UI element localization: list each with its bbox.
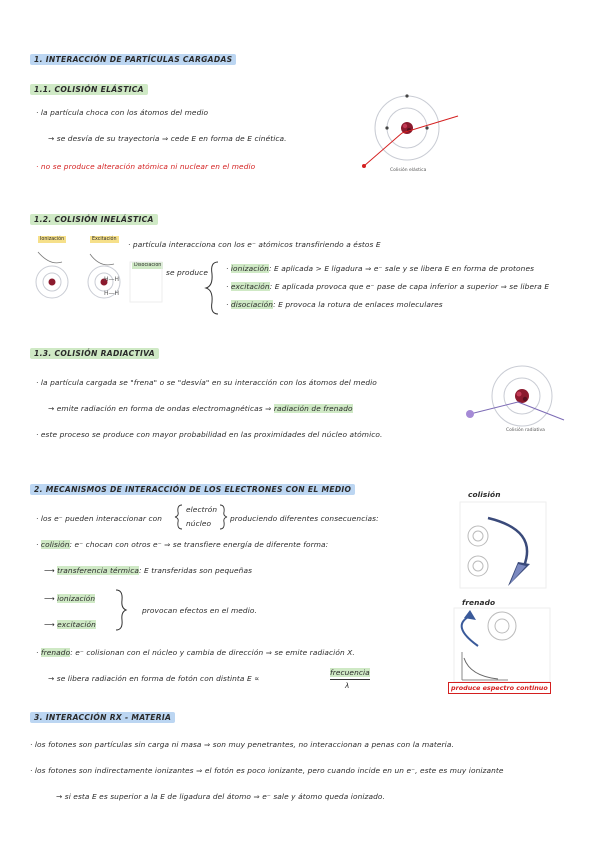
item-excitacion: · excitación: E aplicada provoca que e⁻ pase de capa inferior a superior ⇒ se libera E bbox=[226, 282, 550, 291]
s2-excit-line: ⟶ excitación bbox=[44, 620, 96, 629]
sub13-line2-term: radiación de frenado bbox=[273, 404, 353, 413]
item-disociacion-text: : E provoca la rotura de enlaces moleculares bbox=[273, 300, 443, 309]
inelastic-collision-diagrams bbox=[34, 248, 164, 306]
panel-label-excitacion: Excitación bbox=[92, 237, 117, 242]
s2-ioniz-line: ⟶ ionización bbox=[44, 594, 96, 603]
s2-fraction-den: λ bbox=[345, 681, 350, 690]
s2-line1-suffix: produciendo diferentes consecuencias: bbox=[230, 514, 379, 523]
item-disociacion: · disociación: E provoca la rotura de enlaces moleculares bbox=[226, 300, 443, 309]
s2-brace-right bbox=[218, 504, 228, 530]
sub12-title: 1.2. COLISIÓN INELÁSTICA bbox=[30, 214, 158, 225]
panel-label-disociacion: Disociación bbox=[134, 263, 162, 268]
section2-title: 2. MECANISMOS DE INTERACCIÓN DE LOS ELECTRONES CON EL MEDIO bbox=[30, 484, 355, 495]
sub13-line1: · la partícula cargada se "frena" o se "desvía" en su interacción con los átomos del medio bbox=[36, 378, 377, 387]
frenado-diagram bbox=[448, 606, 558, 684]
section1-title: 1. INTERACCIÓN DE PARTÍCULAS CARGADAS bbox=[30, 54, 236, 65]
label-frenado: frenado bbox=[462, 598, 496, 607]
s2-colision-line: · colisión: e⁻ chocan con otros e⁻ ⇒ se transfiere energía de diferente forma: bbox=[36, 540, 329, 549]
item-ionizacion-text: : E aplicada > E ligadura ⇒ e⁻ sale y se libera E en forma de protones bbox=[268, 264, 535, 273]
s3-line3: → si esta E es superior a la E de ligadura del átomo ⇒ e⁻ sale y átomo queda ionizado. bbox=[56, 792, 385, 801]
item-disociacion-term: disociación bbox=[230, 300, 274, 309]
s2-frenado-term: frenado bbox=[40, 648, 71, 657]
brace bbox=[204, 260, 222, 316]
s2-fraction-num-text: frecuencia bbox=[330, 668, 370, 677]
molecule-label-2: H—H bbox=[104, 290, 120, 297]
s2-frenado-line: · frenado: e⁻ colisionan con el núcleo y cambia de dirección ⇒ se emite radiación X. bbox=[36, 648, 355, 657]
s2-fraction-bar bbox=[330, 679, 370, 680]
item-excitacion-text: : E aplicada provoca que e⁻ pase de capa inferior a superior ⇒ se libera E bbox=[269, 282, 550, 291]
molecule-label-1: H—H bbox=[104, 276, 120, 283]
s2-provocan: provocan efectos en el medio. bbox=[142, 606, 257, 615]
elastic-collision-diagram bbox=[352, 88, 462, 176]
item-ionizacion-term: ionización bbox=[230, 264, 269, 273]
s2-fraction-num bbox=[330, 668, 370, 677]
s2-transfer-term: transferencia térmica bbox=[57, 566, 139, 575]
label-colision: colisión bbox=[468, 490, 501, 499]
sub11-title: 1.1. COLISIÓN ELÁSTICA bbox=[30, 84, 148, 95]
s2-excit-term: excitación bbox=[57, 620, 96, 629]
section3-title: 3. INTERACCIÓN RX - MATERIA bbox=[30, 712, 175, 723]
radiative-collision-diagram bbox=[458, 360, 568, 438]
s2-colision-term: colisión bbox=[40, 540, 70, 549]
s3-line2: · los fotones son indirectamente ionizantes ⇒ el fotón es poco ionizante, pero cuando incide en un e⁻, este es muy ionizante bbox=[30, 766, 504, 775]
s3-line1: · los fotones son partículas sin carga ni masa ⇒ son muy penetrantes, no interaccionan a penas con la materia. bbox=[30, 740, 454, 749]
sub11-line2: → se desvía de su trayectoria ⇒ cede E en forma de E cinética. bbox=[48, 134, 287, 143]
espectro-label: produce espectro continuo bbox=[448, 682, 551, 694]
s2-brace-left bbox=[174, 504, 184, 530]
s2-ioniz-term: ionización bbox=[57, 594, 96, 603]
s2-transfer-text: : E transferidas son pequeñas bbox=[139, 566, 253, 575]
sub11-line3: · no se produce alteración atómica ni nuclear en el medio bbox=[36, 162, 256, 171]
s2-option-nucleo: núcleo bbox=[186, 519, 212, 528]
sub12-intro: · partícula interacciona con los e⁻ atómicos transfiriendo a éstos E bbox=[128, 240, 381, 249]
s2-brace-provocan bbox=[114, 588, 128, 632]
s2-option-electron: electrón bbox=[186, 505, 218, 514]
sub13-line2 bbox=[48, 404, 353, 413]
radiative-caption: Colisión radiativa bbox=[506, 428, 545, 433]
sub13-title: 1.3. COLISIÓN RADIACTIVA bbox=[30, 348, 159, 359]
sub13-line3: · este proceso se produce con mayor probabilidad en las proximidades del núcleo atómico. bbox=[36, 430, 383, 439]
s2-colision-text: : e⁻ chocan con otros e⁻ ⇒ se transfiere energía de diferente forma: bbox=[69, 540, 329, 549]
s2-libera-line: → se libera radiación en forma de fotón con distinta E ∝ bbox=[48, 674, 260, 683]
s2-frenado-text: : e⁻ colisionan con el núcleo y cambia de dirección ⇒ se emite radiación X. bbox=[70, 648, 355, 657]
sub13-line2-prefix: → emite radiación en forma de ondas electromagnéticas ⇒ bbox=[48, 404, 274, 413]
s2-line1-prefix: · los e⁻ pueden interaccionar con bbox=[36, 514, 163, 523]
elastic-caption: Colisión elástica bbox=[390, 168, 427, 173]
s2-transfer-line: ⟶ transferencia térmica: E transferidas son pequeñas bbox=[44, 566, 253, 575]
panel-label-ionizacion: Ionización bbox=[40, 237, 65, 242]
colision-diagram bbox=[448, 500, 558, 592]
sub11-line1: · la partícula choca con los átomos del medio bbox=[36, 108, 209, 117]
item-ionizacion: · ionización: E aplicada > E ligadura ⇒ e⁻ sale y se libera E en forma de protones bbox=[226, 264, 535, 273]
item-excitacion-term: excitación bbox=[230, 282, 270, 291]
se-produce-label: se produce bbox=[166, 268, 208, 277]
